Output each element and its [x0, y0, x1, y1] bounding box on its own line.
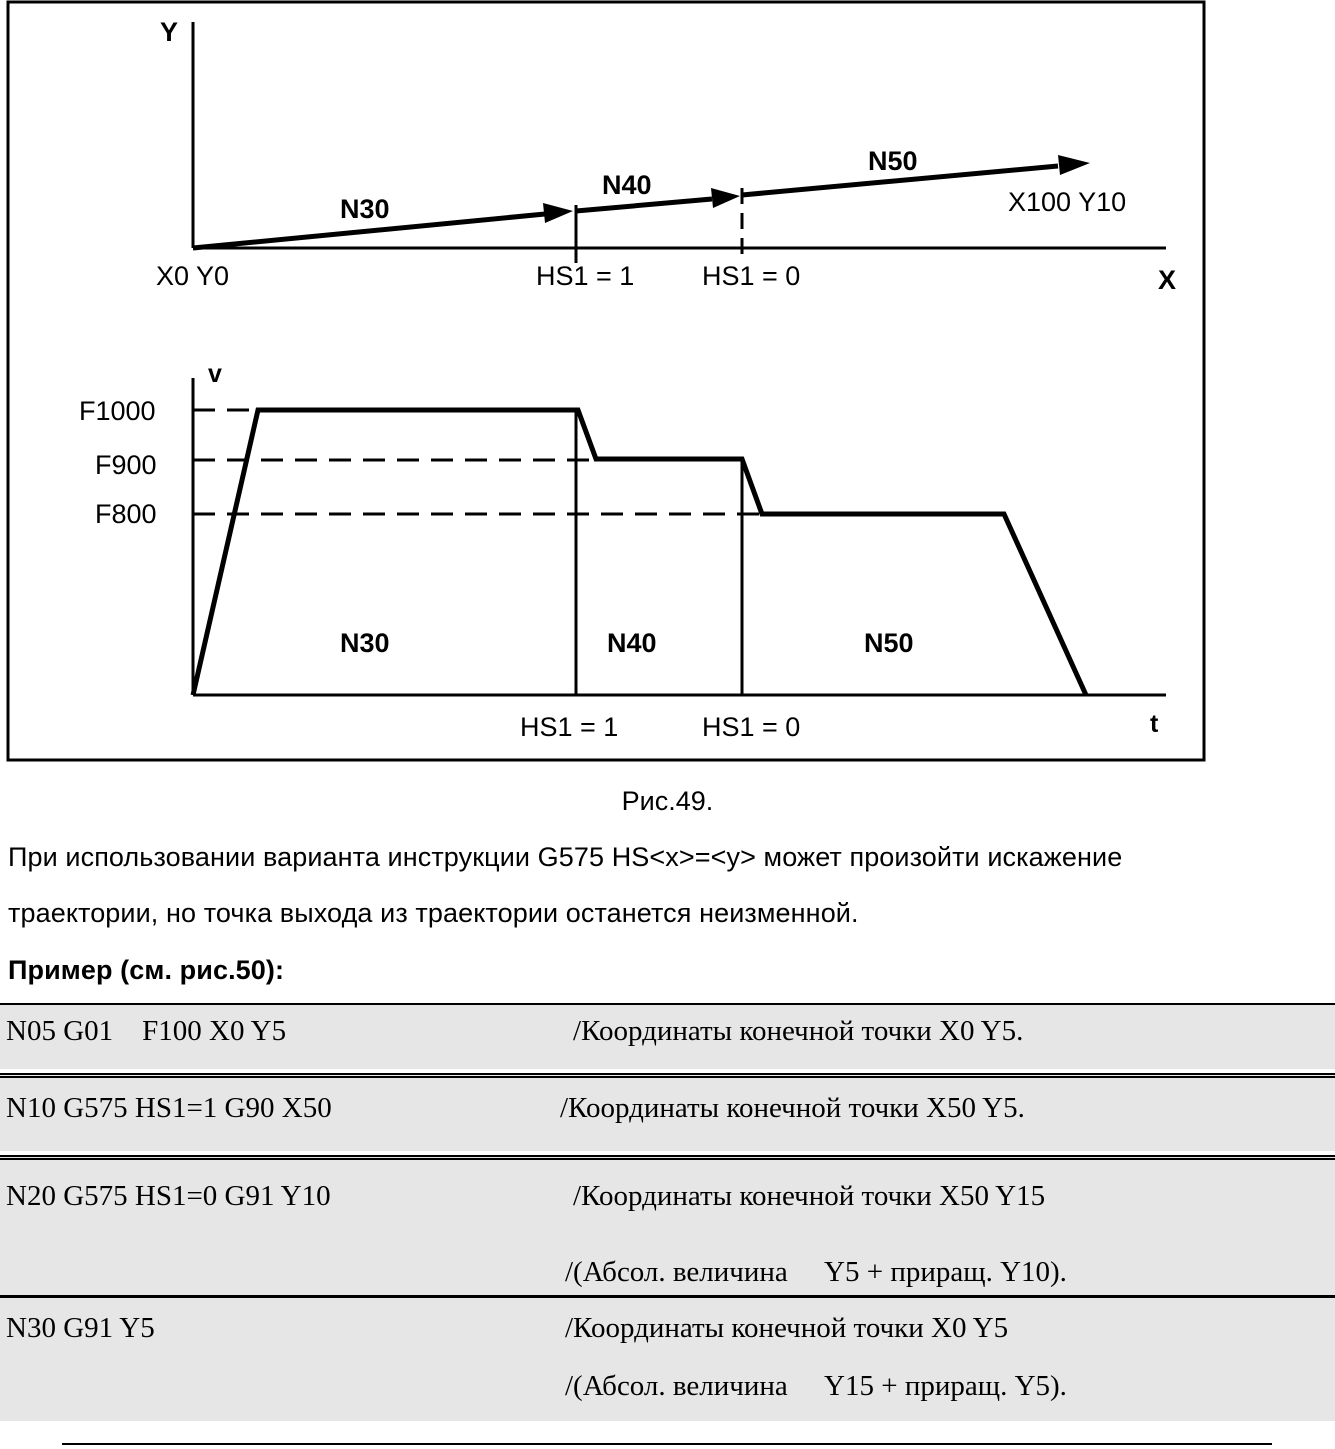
velocity-plot	[79, 360, 1166, 742]
code-comment-continuation: /(Абсол. величина Y15 + приращ. Y5).	[565, 1370, 1067, 1402]
x-axis-label: X	[1158, 265, 1177, 295]
segment-n40-line	[576, 199, 712, 211]
code-row-n10	[0, 1073, 1335, 1151]
segment-label-n50: N50	[868, 146, 918, 176]
code-comment-continuation: /(Абсол. величина Y5 + приращ. Y10).	[565, 1256, 1067, 1288]
paragraph-line-1: При использовании варианта инструкции G575 HS<x>=<y> может произойти искажение	[8, 842, 1123, 872]
hs1-on-label: HS1 = 1	[536, 261, 635, 291]
paragraph-line-2: траектории, но точка выхода из траектории останется неизменной.	[8, 898, 859, 928]
code-row-n20	[0, 1155, 1335, 1295]
level-f900-label: F900	[95, 450, 157, 480]
level-f1000-label: F1000	[79, 396, 156, 426]
end-point-label: X100 Y10	[1008, 187, 1127, 217]
code-command: N05 G01 F100 X0 Y5	[6, 1015, 287, 1047]
block-label-n40: N40	[607, 628, 657, 658]
example-heading: Пример (см. рис.50):	[8, 955, 285, 985]
segment-label-n40: N40	[602, 170, 652, 200]
segment-label-n30: N30	[340, 194, 390, 224]
code-comment: /Координаты конечной точки X50 Y15	[573, 1180, 1046, 1212]
code-comment: /Координаты конечной точки X50 Y5.	[560, 1092, 1025, 1124]
code-command: N20 G575 HS1=0 G91 Y10	[6, 1180, 331, 1212]
code-comment: /Координаты конечной точки X0 Y5.	[573, 1015, 1024, 1047]
hs1-on-time-label: HS1 = 1	[520, 712, 619, 742]
code-row-n30	[0, 1295, 1335, 1421]
block-label-n50: N50	[864, 628, 914, 658]
bottom-rule	[62, 1443, 1272, 1449]
hs1-off-time-label: HS1 = 0	[702, 712, 801, 742]
code-command: N10 G575 HS1=1 G90 X50	[6, 1092, 332, 1124]
figure-frame	[8, 2, 1204, 760]
figure-caption: Рис.49.	[621, 786, 714, 816]
segment-n40-arrowhead	[711, 188, 740, 208]
t-axis-label: t	[1150, 710, 1159, 738]
code-comment: /Координаты конечной точки X0 Y5	[565, 1312, 1009, 1344]
trajectory-plot	[156, 17, 1176, 295]
block-label-n30: N30	[340, 628, 390, 658]
code-command: N30 G91 Y5	[6, 1312, 155, 1344]
y-axis-label: Y	[160, 17, 179, 47]
segment-n30-arrowhead	[543, 203, 573, 223]
segment-n50-arrowhead	[1058, 155, 1090, 175]
program-listing	[0, 1003, 1335, 1421]
start-point-label: X0 Y0	[156, 261, 230, 291]
code-row-n05	[0, 1003, 1335, 1069]
v-axis-label: v	[208, 360, 222, 388]
hs1-off-label: HS1 = 0	[702, 261, 801, 291]
level-f800-label: F800	[95, 499, 157, 529]
